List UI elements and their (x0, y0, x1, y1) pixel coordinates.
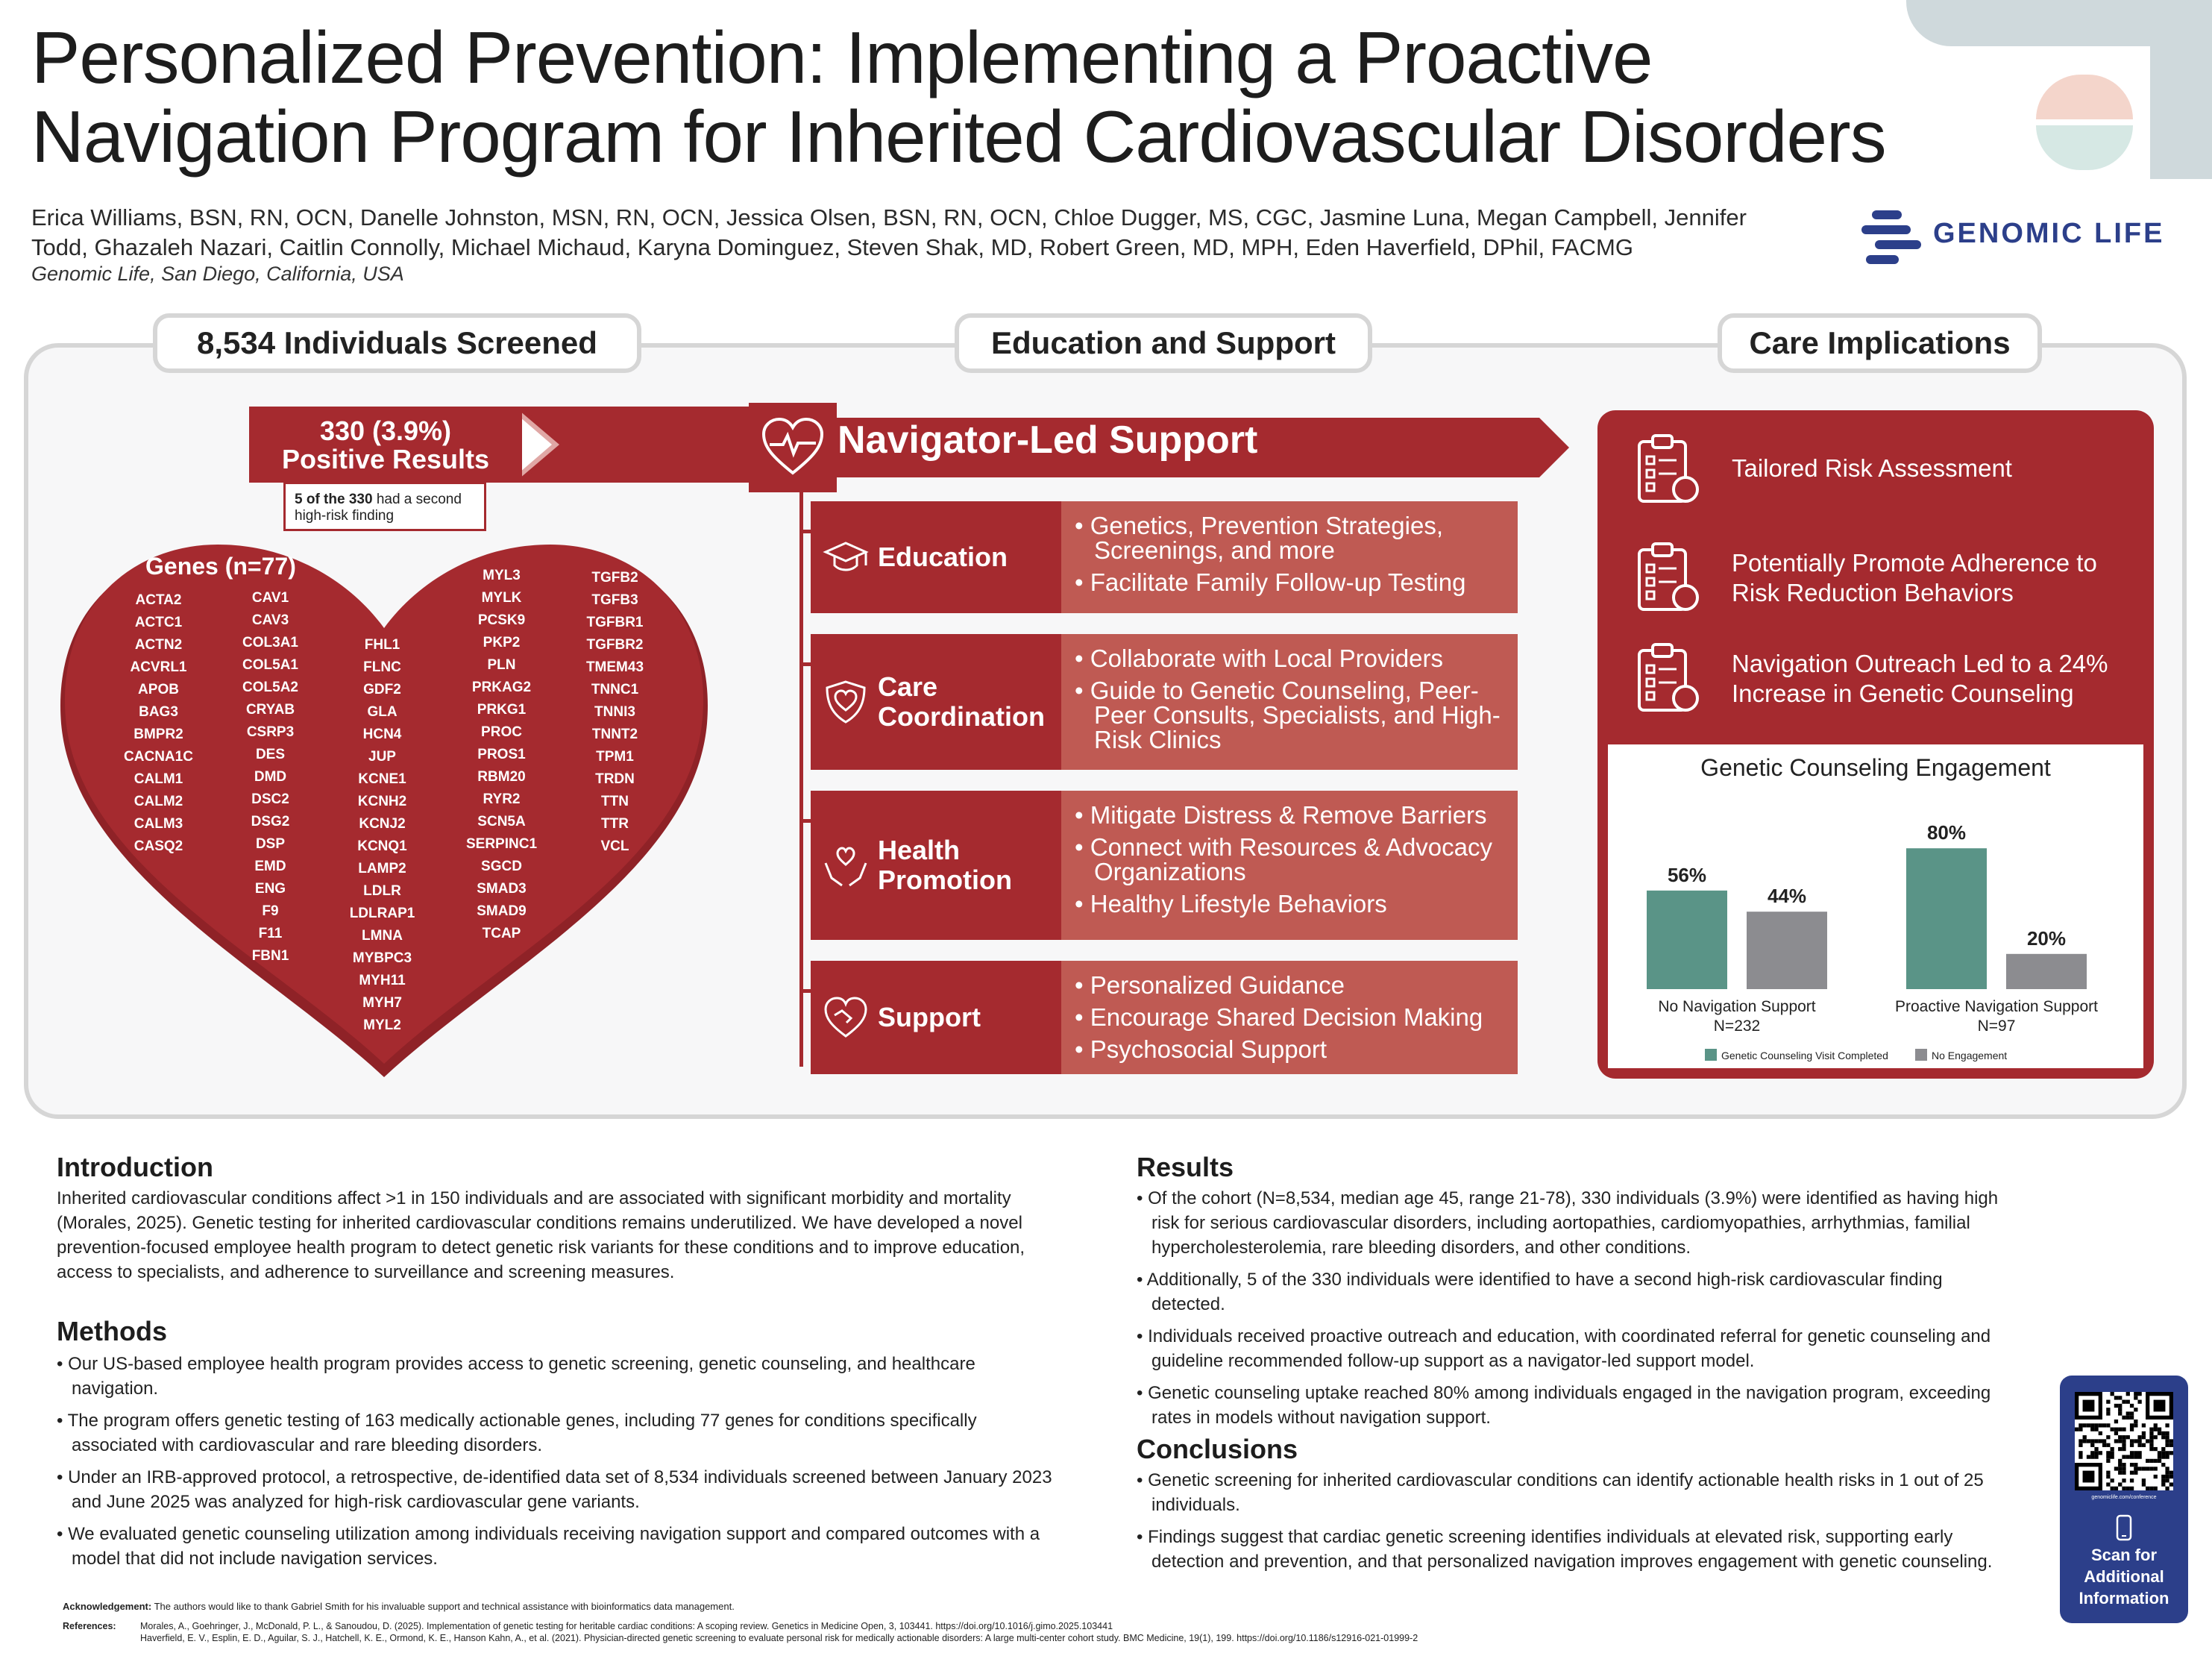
gene-name: VCL (600, 838, 629, 854)
gene-name: PCSK9 (477, 612, 526, 628)
gene-name: PROC (481, 724, 522, 740)
gene-name: CAV1 (251, 590, 289, 606)
pill-care: Care Implications (1718, 313, 2042, 373)
care-item-text: Potentially Promote Adherence to Risk Reduction Behaviors (1732, 549, 2097, 606)
bullet-icon: • (57, 1524, 69, 1544)
navigator-icon-box (749, 403, 837, 492)
genes-column-1 (112, 589, 205, 858)
bullet-icon: • (1075, 971, 1090, 999)
gene-name: CALM3 (133, 816, 183, 832)
chart-title: Genetic Counseling Engagement (1700, 754, 2051, 781)
support-item: Collaborate with Local Providers (1090, 644, 1443, 672)
care-item-text: Navigation Outreach Led to a 24% Increase in Genetic Counseling (1732, 650, 2108, 707)
list-item (57, 1522, 1056, 1571)
title-line-2: Navigation Program for Inherited Cardiovascular Disorders (31, 95, 1886, 178)
mobile-phone-icon (2114, 1514, 2134, 1541)
affiliation: Genomic Life, San Diego, California, USA (31, 263, 404, 285)
support-item: Genetics, Prevention Strategies, Screenings, and more (1090, 512, 1443, 564)
legend-label: No Engagement (1932, 1050, 2008, 1061)
list-item (57, 1408, 1056, 1458)
qr-code[interactable] (2075, 1392, 2173, 1490)
list-item (1137, 1525, 2017, 1574)
support-item-row (1075, 678, 1504, 752)
legend-swatch (1915, 1049, 1927, 1061)
list-item-text: Genetic screening for inherited cardiovascular conditions can identify actionable health risks in 1 out of 25 individuals. (1148, 1470, 1984, 1515)
conclusions-list (1137, 1468, 2017, 1581)
logo-text: GENOMIC LIFE (1933, 218, 2165, 249)
gene-name: COL5A1 (242, 657, 298, 673)
corner-semicircle-bottom (2036, 125, 2133, 170)
bullet-icon: • (1075, 677, 1090, 704)
chart-value-label: 56% (1667, 863, 1707, 886)
dna-logo-icon (1857, 207, 1924, 267)
gene-name: CRYAB (245, 702, 295, 718)
chart-value-label: 20% (2026, 926, 2067, 950)
gene-name: PLN (487, 657, 516, 673)
gene-name: EMD (254, 859, 286, 874)
bullet-icon: • (1075, 568, 1090, 596)
positive-results-box (249, 407, 522, 483)
genes-column-5 (568, 567, 662, 858)
support-box-label (811, 634, 1061, 770)
support-box-items (1061, 634, 1518, 770)
gene-name: MYH11 (359, 973, 406, 988)
support-box-items (1061, 961, 1518, 1074)
list-item (1137, 1324, 2017, 1373)
gene-name: SMAD3 (477, 881, 527, 897)
support-item: Psychosocial Support (1090, 1035, 1327, 1063)
genes-title: Genes (n=77) (145, 553, 296, 580)
support-item-row (1075, 973, 1504, 997)
hands-heart-icon (821, 841, 870, 890)
conclusions-heading: Conclusions (1137, 1434, 1298, 1464)
methods-list (57, 1352, 1056, 1578)
qr-cta: Scan for Additional Information (2079, 1546, 2169, 1608)
support-item-row (1075, 1037, 1504, 1061)
positive-label: Positive Results (281, 444, 490, 474)
chart-panel (1608, 744, 2143, 1068)
bullet-icon: • (57, 1467, 69, 1487)
gene-name: LAMP2 (358, 861, 406, 876)
pill-screened: 8,534 Individuals Screened (153, 313, 641, 373)
gene-name: TRDN (595, 771, 635, 787)
gene-name: COL5A2 (242, 680, 298, 695)
gene-name: F11 (258, 926, 283, 941)
pill-education: Education and Support (955, 313, 1372, 373)
gene-name: ACTA2 (135, 592, 182, 608)
chart-value-label: 80% (1926, 821, 1967, 844)
ack-label: Acknowledgement: (63, 1601, 152, 1612)
gene-name: TMEM43 (585, 659, 644, 675)
gene-name: SMAD9 (477, 903, 527, 919)
gene-name: TGFB3 (591, 592, 638, 608)
positive-note-text: had a second high-risk finding (295, 492, 462, 524)
chart-bar (2006, 954, 2087, 989)
support-item: Facilitate Family Follow-up Testing (1090, 568, 1466, 596)
support-box-label (811, 961, 1061, 1074)
gene-name: FHL1 (364, 637, 400, 653)
qr-card[interactable] (2060, 1376, 2188, 1623)
support-item: Personalized Guidance (1090, 971, 1345, 999)
bullet-icon: • (1137, 1470, 1149, 1490)
chart-category-label: N=232 (1713, 1017, 1761, 1035)
genes-column-3 (336, 634, 429, 1037)
support-item: Healthy Lifestyle Behaviors (1090, 890, 1387, 918)
bullet-icon: • (1137, 1383, 1149, 1403)
list-item (1137, 1381, 2017, 1430)
list-item (57, 1352, 1056, 1401)
list-item-text: Individuals received proactive outreach and education, with coordinated referral for genetic counseling and guideline recommended follow-up support as a navigator-led support model. (1148, 1326, 1991, 1371)
clipboard-chat-icon (1633, 642, 1702, 716)
chart-category-label: No Navigation Support (1658, 998, 1816, 1015)
gene-name: SERPINC1 (465, 836, 538, 852)
gene-name: KCNE1 (358, 771, 406, 787)
gene-name: PRKAG2 (471, 680, 532, 695)
chart-category-label: N=97 (1977, 1017, 2016, 1035)
bullet-icon: • (1137, 1326, 1149, 1346)
list-item (1137, 1267, 2017, 1317)
gene-name: LMNA (362, 928, 403, 944)
gene-name: CASQ2 (133, 838, 183, 854)
gene-name: APOB (138, 682, 179, 697)
bullet-icon: • (1075, 833, 1090, 861)
gene-name: DSG2 (251, 814, 290, 829)
support-box-label (811, 791, 1061, 940)
support-item-row (1075, 835, 1504, 884)
support-label-text: Care Coordination (878, 671, 1045, 732)
title-line-1: Personalized Prevention: Implementing a Proactive (31, 16, 1653, 98)
authors-line-2: Todd, Ghazaleh Nazari, Caitlin Connolly, Michael Michaud, Karyna Dominguez, Steven Shak, MD, Robert Green, MD, MPH, Eden Haverfield, DPhil, FACMG (31, 234, 1633, 260)
gene-name: JUP (368, 749, 396, 765)
authors-line-1: Erica Williams, BSN, RN, OCN, Danelle Johnston, MSN, RN, OCN, Jessica Olsen, BSN, RN, OCN, Chloe Dugger, MS, CGC, Jasmine Luna, Megan Campbell, Jennifer (31, 204, 1747, 230)
chart-bar (1647, 891, 1727, 989)
gene-name: LDLR (363, 883, 401, 899)
support-box-support (811, 961, 1518, 1074)
gene-name: CALM2 (133, 794, 183, 809)
gene-name: TNNT2 (591, 727, 638, 742)
legend-swatch (1705, 1049, 1717, 1061)
gene-name: PRKG1 (477, 702, 527, 718)
support-item: Mitigate Distress & Remove Barriers (1090, 801, 1487, 829)
intro-heading: Introduction (57, 1152, 213, 1182)
support-box-items (1061, 791, 1518, 940)
results-list (1137, 1186, 2017, 1437)
clipboard-checklist-icon (1633, 433, 1702, 507)
bullet-icon: • (1075, 801, 1090, 829)
list-item (1137, 1468, 2017, 1517)
positive-arrow (515, 407, 761, 496)
heart-pulse-icon (759, 415, 826, 480)
bullet-icon: • (1075, 1003, 1090, 1031)
bullet-icon: • (1075, 644, 1090, 672)
care-item-text: Tailored Risk Assessment (1732, 454, 2012, 482)
gene-name: PKP2 (483, 635, 521, 650)
gene-name: TGFB2 (591, 570, 638, 586)
gene-name: DSC2 (251, 791, 289, 807)
gene-name: DMD (254, 769, 287, 785)
gene-name: ENG (254, 881, 286, 897)
list-item-text: Our US-based employee health program provides access to genetic screening, genetic counseling, and healthcare navigation. (68, 1354, 975, 1399)
list-item-text: Additionally, 5 of the 330 individuals were identified to have a second high-risk cardiovascular finding detected. (1146, 1270, 1943, 1314)
support-label-text: Health Promotion (878, 835, 1012, 895)
bullet-icon: • (1075, 512, 1090, 539)
gene-name: COL3A1 (242, 635, 298, 650)
gene-name: CALM1 (133, 771, 183, 787)
support-box-education (811, 501, 1518, 613)
legend-label: Genetic Counseling Visit Completed (1721, 1050, 1888, 1061)
bullet-icon: • (1137, 1270, 1147, 1290)
support-label-text: Education (878, 542, 1008, 572)
bullet-icon: • (1137, 1188, 1149, 1208)
gene-name: HCN4 (362, 727, 402, 742)
gene-name: BMPR2 (133, 727, 183, 742)
gene-name: PROS1 (477, 747, 526, 762)
bullet-icon: • (1137, 1527, 1149, 1547)
list-item-text: Of the cohort (N=8,534, median age 45, range 21-78), 330 individuals (3.9%) were identified as having high risk for serious cardiovascular disorders, including aortopathies, cardiomyopathies, arrhythmias, familial hypercholesterolemia, rare bleeding disorders, and other conditions. (1148, 1188, 1999, 1258)
chart-category-label: Proactive Navigation Support (1895, 998, 2098, 1015)
gene-name: CSRP3 (246, 724, 295, 740)
support-item-row (1075, 891, 1504, 916)
positive-note-bold: 5 of the 330 (295, 492, 373, 507)
gene-name: ACTN2 (134, 637, 183, 653)
gene-name: RBM20 (477, 769, 526, 785)
list-item-text: We evaluated genetic counseling utilization among individuals receiving navigation support and compared outcomes with a model that did not include navigation services. (68, 1524, 1040, 1569)
gene-name: KCNQ1 (357, 838, 407, 854)
acknowledgement (63, 1601, 735, 1612)
support-item: Guide to Genetic Counseling, Peer-Peer Consults, Specialists, and High-Risk Clinics (1090, 677, 1501, 753)
gene-name: RYR2 (483, 791, 521, 807)
gene-name: GLA (367, 704, 398, 720)
refs-label: References: (63, 1621, 116, 1631)
methods-heading: Methods (57, 1316, 167, 1346)
corner-decoration (2150, 0, 2212, 179)
gene-name: MYBPC3 (352, 950, 412, 966)
navigator-title: Navigator-Led Support (838, 418, 1258, 462)
support-box-label (811, 501, 1061, 613)
ack-text: The authors would like to thank Gabriel Smith for his invaluable support and technical assistance with bioinformatics data management. (151, 1601, 735, 1612)
references (63, 1620, 1853, 1644)
chart-bar (1747, 912, 1827, 989)
engagement-chart (1608, 744, 2143, 1068)
author-list (31, 203, 1821, 263)
gene-name: FLNC (363, 659, 401, 675)
list-item-text: Under an IRB-approved protocol, a retrospective, de-identified data set of 8,534 individuals screened between January 2023 and June 2025 was analyzed for high-risk cardiovascular gene variants. (68, 1467, 1052, 1512)
graduation-cap-icon (821, 533, 870, 582)
gene-name: GDF2 (363, 682, 401, 697)
gene-name: TGFBR2 (586, 637, 644, 653)
gene-name: MYLK (481, 590, 522, 606)
intro-text: Inherited cardiovascular conditions affect >1 in 150 individuals and are associated with significant morbidity and mortality (Morales, 2025). Genetic testing for inherited cardiovascular conditions remains underutilized. We have developed a novel prevention-focused employee health program to detect genetic risk variants for these conditions and to improve education, access to specialists, and adherence to surveillance and screening measures. (57, 1188, 1025, 1282)
list-item-text: Genetic counseling uptake reached 80% among individuals engaged in the navigation program, exceeding rates in models without navigation support. (1148, 1383, 1991, 1428)
gene-name: MYL3 (483, 568, 521, 583)
genes-column-4 (455, 565, 548, 945)
gene-name: FBN1 (251, 948, 289, 964)
gene-name: KCNJ2 (359, 816, 406, 832)
chart-value-label: 44% (1767, 885, 1807, 908)
bullet-icon: • (57, 1411, 68, 1431)
connector-line (799, 492, 803, 1067)
support-item-row (1075, 1005, 1504, 1029)
reference-1: Morales, A., Goehringer, J., McDonald, P. L., & Sanoudou, D. (2025). Implementation of genetic testing for heritable cardiac conditions: A scoping review. Genetics in Medicine Open, 3, 103441. https://doi.org/10.1016/j.gimo.2025.103441 (140, 1621, 1113, 1631)
qr-url: genomiclife.com/conference (2091, 1495, 2157, 1500)
gene-name: CAV3 (251, 612, 289, 628)
poster-title (31, 18, 2000, 176)
bullet-icon: • (1075, 890, 1090, 918)
gene-name: LDLRAP1 (349, 906, 415, 921)
genes-column-2 (224, 587, 317, 967)
gene-name: MYH7 (362, 995, 402, 1011)
gene-name: TNNI3 (594, 704, 635, 720)
bullet-icon: • (1075, 1035, 1090, 1063)
gene-name: TPM1 (596, 749, 634, 765)
support-item-row (1075, 513, 1504, 562)
gene-name: TCAP (482, 926, 521, 941)
gene-name: SGCD (481, 859, 522, 874)
positive-count: 330 (3.9%) (319, 415, 452, 446)
support-label-text: Support (878, 1002, 981, 1032)
heart-handshake-icon (821, 993, 870, 1042)
gene-name: ACVRL1 (130, 659, 187, 675)
chart-bar (1906, 848, 1987, 989)
gene-name: BAG3 (139, 704, 178, 720)
gene-name: CACNA1C (124, 749, 193, 765)
support-item-row (1075, 570, 1504, 595)
clipboard-heart-icon (1633, 541, 1702, 615)
gene-name: TNNC1 (591, 682, 639, 697)
gene-name: TTN (601, 794, 629, 809)
bullet-icon: • (57, 1354, 69, 1374)
gene-name: TGFBR1 (586, 615, 644, 630)
genomic-life-logo (1857, 203, 2170, 270)
gene-name: ACTC1 (134, 615, 183, 630)
gene-name: DSP (255, 836, 286, 852)
gene-name: MYL2 (363, 1017, 401, 1033)
support-item: Encourage Shared Decision Making (1090, 1003, 1483, 1031)
support-item-row (1075, 646, 1504, 671)
shield-heart-icon (821, 677, 870, 727)
gene-name: DES (255, 747, 286, 762)
list-item (57, 1465, 1056, 1514)
support-item: Connect with Resources & Advocacy Organizations (1090, 833, 1492, 885)
reference-2: Haverfield, E. V., Esplin, E. D., Aguilar, S. J., Hatchell, K. E., Ormond, K. E., Hanson Kahn, A., et al. (2021). Physician-directed genetic screening to evaluate personal risk for medically actionable disorders: A large multi-center cohort study. BMC Medicine, 19(1), 199. https://doi.org/10.1186/s12916-021-01999-2 (140, 1633, 1418, 1643)
gene-name: SCN5A (477, 814, 526, 829)
qr-code-icon (2075, 1392, 2173, 1490)
gene-name: TTR (601, 816, 629, 832)
list-item-text: Findings suggest that cardiac genetic screening identifies individuals at elevated risk, supporting early detection and prevention, and that personalized navigation improves engagement with genetic counseling. (1148, 1527, 1993, 1572)
gene-name: F9 (262, 903, 279, 919)
results-heading: Results (1137, 1152, 1234, 1182)
support-item-row (1075, 803, 1504, 827)
support-box-health-promotion (811, 791, 1518, 940)
list-item-text: The program offers genetic testing of 163 medically actionable genes, including 77 genes for conditions specifically associated with cardiovascular and rare bleeding disorders. (67, 1411, 977, 1455)
list-item (1137, 1186, 2017, 1260)
support-box-care-coordination (811, 634, 1518, 770)
corner-semicircle-top (2036, 75, 2133, 119)
gene-name: KCNH2 (357, 794, 407, 809)
support-box-items (1061, 501, 1518, 613)
